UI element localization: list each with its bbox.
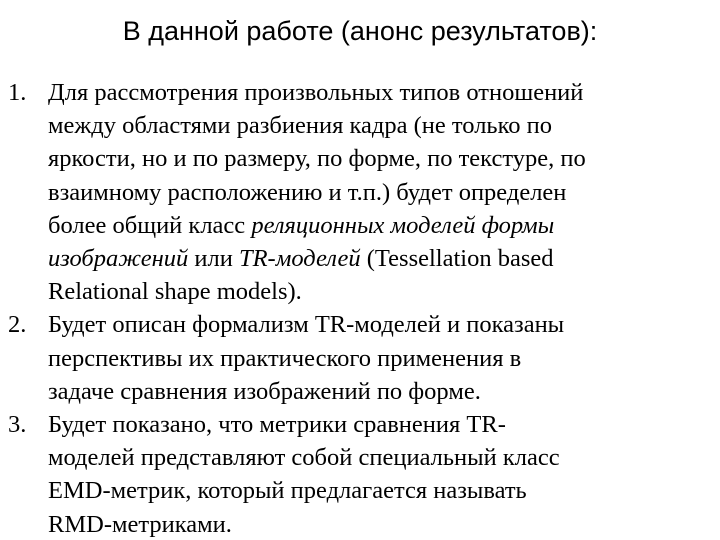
text-segment: Relational shape models).: [48, 278, 302, 306]
slide-title: В данной работе (анонс результатов):: [122, 16, 598, 46]
text-line: [48, 375, 720, 408]
text-segment: Для рассмотрения произвольных типов отношений: [48, 79, 584, 106]
list-item-number: 3.: [8, 411, 27, 439]
text-segment: Будет описан формализм TR-моделей и показаны: [48, 311, 565, 339]
text-line: [48, 142, 720, 175]
text-segment: более общий класс: [48, 211, 252, 239]
text-line: [48, 441, 720, 474]
text-segment: EMD-метрик, который предлагается называть: [48, 477, 527, 505]
italic-term: изображений: [48, 245, 189, 273]
text-segment: или: [188, 245, 239, 273]
text-line: [48, 342, 720, 375]
text-line: [48, 209, 720, 242]
italic-term: TR-моделей: [238, 245, 361, 273]
text-segment: взаимному расположению и т.п.) будет определен: [48, 178, 567, 206]
text-segment: между областями разбиения кадра (не только по: [48, 112, 552, 140]
list-item-number: 1.: [8, 79, 27, 106]
text-segment: яркости, но и по размеру, по форме, по текстуре, по: [48, 145, 586, 173]
list-item: [0, 408, 720, 540]
text-line: [48, 176, 720, 209]
text-segment: задаче сравнения изображений по форме.: [48, 377, 481, 405]
text-line: [48, 76, 720, 109]
list-item: [0, 308, 720, 408]
text-line: [48, 508, 720, 540]
text-segment: (Tessellation based: [360, 245, 554, 273]
text-line: [48, 109, 720, 142]
text-line: [48, 242, 720, 275]
text-line: [48, 408, 720, 441]
list-item: [0, 76, 720, 308]
list-item-number: 2.: [8, 311, 27, 339]
text-line: [48, 308, 720, 341]
text-segment: Будет показано, что метрики сравнения TR-: [48, 411, 506, 439]
text-line: [48, 275, 720, 308]
text-segment: перспективы их практического применения в: [48, 344, 522, 372]
text-line: [48, 474, 720, 507]
text-segment: моделей представляют собой специальный класс: [48, 444, 560, 472]
text-segment: RMD-метриками.: [48, 510, 232, 538]
numbered-list: [0, 76, 720, 540]
italic-term: реляционных моделей формы: [251, 211, 555, 239]
